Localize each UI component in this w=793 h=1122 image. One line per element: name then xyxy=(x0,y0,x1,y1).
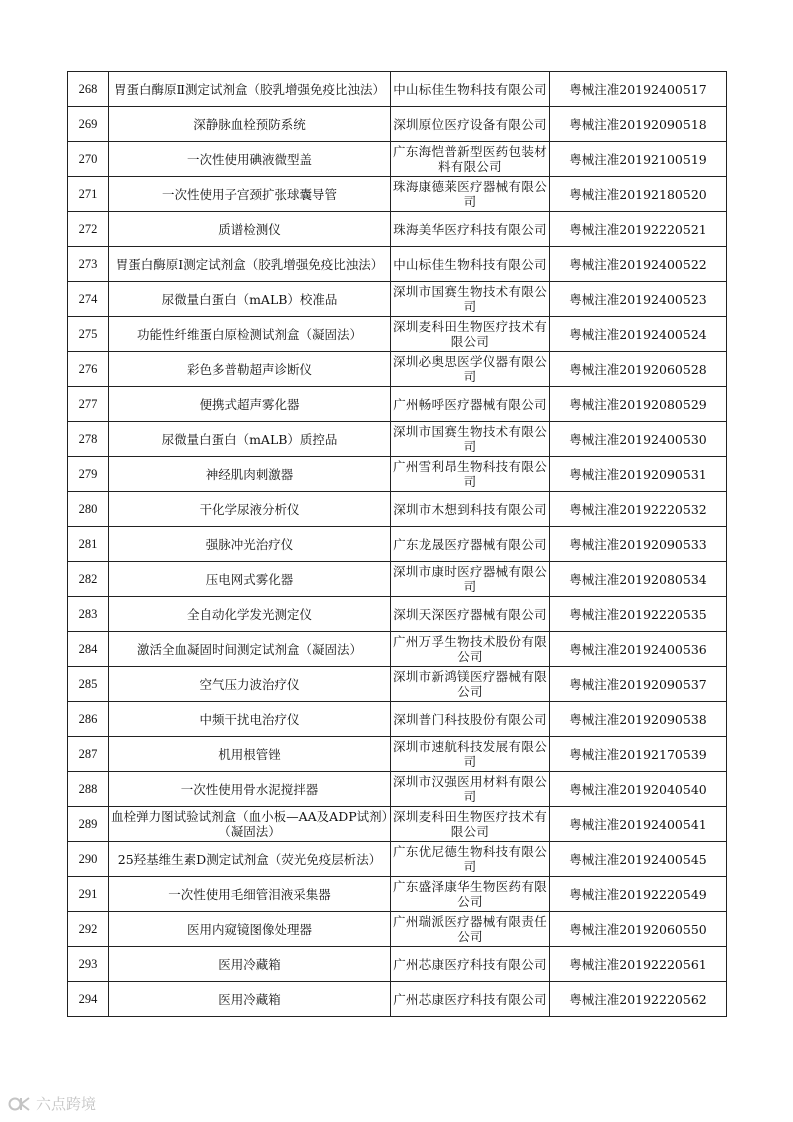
registration-number: 粤械注准20192090531 xyxy=(550,457,727,492)
registration-number: 粤械注准20192080534 xyxy=(550,562,727,597)
registration-number: 粤械注准20192220562 xyxy=(550,982,727,1017)
company-name: 深圳市新鸿镁医疗器械有限公司 xyxy=(391,667,550,702)
registration-number: 粤械注准20192170539 xyxy=(550,737,727,772)
company-name: 广州雪利昂生物科技有限公司 xyxy=(391,457,550,492)
table-row xyxy=(68,492,727,527)
table-row xyxy=(68,527,727,562)
table-row xyxy=(68,317,727,352)
company-name: 深圳麦科田生物医疗技术有限公司 xyxy=(391,807,550,842)
table-row xyxy=(68,597,727,632)
table-row xyxy=(68,282,727,317)
registration-number: 粤械注准20192220561 xyxy=(550,947,727,982)
company-name: 中山标佳生物科技有限公司 xyxy=(391,247,550,282)
company-name: 广东盛泽康华生物医药有限公司 xyxy=(391,877,550,912)
company-name: 珠海美华医疗科技有限公司 xyxy=(391,212,550,247)
registration-number: 粤械注准20192060528 xyxy=(550,352,727,387)
company-name: 珠海康德莱医疗器械有限公司 xyxy=(391,177,550,212)
registration-number: 粤械注准20192080529 xyxy=(550,387,727,422)
product-name: 25羟基维生素D测定试剂盒（荧光免疫层析法） xyxy=(109,842,391,877)
row-number: 268 xyxy=(68,72,109,107)
table-row xyxy=(68,912,727,947)
product-name: 一次性使用毛细管泪液采集器 xyxy=(109,877,391,912)
row-number: 270 xyxy=(68,142,109,177)
registration-number: 粤械注准20192220549 xyxy=(550,877,727,912)
row-number: 271 xyxy=(68,177,109,212)
company-name: 广州畅呼医疗器械有限公司 xyxy=(391,387,550,422)
company-name: 深圳市国赛生物技术有限公司 xyxy=(391,282,550,317)
table-row xyxy=(68,387,727,422)
table-row xyxy=(68,877,727,912)
product-name: 一次性使用骨水泥搅拌器 xyxy=(109,772,391,807)
registration-number: 粤械注准20192400523 xyxy=(550,282,727,317)
row-number: 276 xyxy=(68,352,109,387)
row-number: 288 xyxy=(68,772,109,807)
registration-number: 粤械注准20192090538 xyxy=(550,702,727,737)
row-number: 294 xyxy=(68,982,109,1017)
company-name: 广东优尼德生物科技有限公司 xyxy=(391,842,550,877)
company-name: 广州芯康医疗科技有限公司 xyxy=(391,982,550,1017)
product-name: 一次性使用碘液微型盖 xyxy=(109,142,391,177)
company-name: 深圳市汉强医用材料有限公司 xyxy=(391,772,550,807)
registration-number: 粤械注准20192220521 xyxy=(550,212,727,247)
registration-number: 粤械注准20192060550 xyxy=(550,912,727,947)
table-row xyxy=(68,737,727,772)
company-name: 深圳天深医疗器械有限公司 xyxy=(391,597,550,632)
company-name: 深圳麦科田生物医疗技术有限公司 xyxy=(391,317,550,352)
product-name: 强脉冲光治疗仪 xyxy=(109,527,391,562)
product-name: 彩色多普勒超声诊断仪 xyxy=(109,352,391,387)
product-name: 压电网式雾化器 xyxy=(109,562,391,597)
row-number: 279 xyxy=(68,457,109,492)
registration-number: 粤械注准20192090533 xyxy=(550,527,727,562)
table-row xyxy=(68,702,727,737)
registration-number: 粤械注准20192400545 xyxy=(550,842,727,877)
product-name: 中频干扰电治疗仪 xyxy=(109,702,391,737)
table-row xyxy=(68,142,727,177)
table-row xyxy=(68,212,727,247)
company-name: 广州瑞派医疗器械有限责任公司 xyxy=(391,912,550,947)
registration-number: 粤械注准20192400541 xyxy=(550,807,727,842)
row-number: 292 xyxy=(68,912,109,947)
table-row xyxy=(68,842,727,877)
table-row xyxy=(68,982,727,1017)
registration-number: 粤械注准20192220532 xyxy=(550,492,727,527)
product-name: 深静脉血栓预防系统 xyxy=(109,107,391,142)
watermark-text: 六点跨境 xyxy=(36,1095,97,1113)
row-number: 283 xyxy=(68,597,109,632)
product-name: 神经肌肉刺激器 xyxy=(109,457,391,492)
product-name: 胃蛋白酶原Ⅰ测定试剂盒（胶乳增强免疫比浊法） xyxy=(109,247,391,282)
registration-number: 粤械注准20192400517 xyxy=(550,72,727,107)
table-row xyxy=(68,562,727,597)
product-name: 空气压力波治疗仪 xyxy=(109,667,391,702)
product-name: 胃蛋白酶原Ⅱ测定试剂盒（胶乳增强免疫比浊法） xyxy=(109,72,391,107)
table-row xyxy=(68,107,727,142)
table-row xyxy=(68,247,727,282)
product-name: 医用内窥镜图像处理器 xyxy=(109,912,391,947)
product-name: 医用冷藏箱 xyxy=(109,982,391,1017)
registration-number: 粤械注准20192090518 xyxy=(550,107,727,142)
registration-number: 粤械注准20192100519 xyxy=(550,142,727,177)
row-number: 282 xyxy=(68,562,109,597)
product-name: 尿微量白蛋白（mALB）质控品 xyxy=(109,422,391,457)
table-row xyxy=(68,177,727,212)
row-number: 289 xyxy=(68,807,109,842)
product-name: 激活全血凝固时间测定试剂盒（凝固法） xyxy=(109,632,391,667)
product-name: 医用冷藏箱 xyxy=(109,947,391,982)
row-number: 287 xyxy=(68,737,109,772)
table-row xyxy=(68,807,727,842)
registration-table-body xyxy=(68,72,727,1017)
watermark xyxy=(8,1093,96,1114)
row-number: 274 xyxy=(68,282,109,317)
row-number: 272 xyxy=(68,212,109,247)
table-row xyxy=(68,457,727,492)
registration-number: 粤械注准20192400536 xyxy=(550,632,727,667)
table-row xyxy=(68,632,727,667)
company-name: 深圳市国赛生物技术有限公司 xyxy=(391,422,550,457)
product-name: 尿微量白蛋白（mALB）校准品 xyxy=(109,282,391,317)
company-name: 中山标佳生物科技有限公司 xyxy=(391,72,550,107)
company-name: 深圳原位医疗设备有限公司 xyxy=(391,107,550,142)
registration-number: 粤械注准20192400530 xyxy=(550,422,727,457)
registration-number: 粤械注准20192400522 xyxy=(550,247,727,282)
row-number: 269 xyxy=(68,107,109,142)
company-name: 深圳市速航科技发展有限公司 xyxy=(391,737,550,772)
table-row xyxy=(68,667,727,702)
table-row xyxy=(68,422,727,457)
table-row xyxy=(68,772,727,807)
product-name: 机用根管锉 xyxy=(109,737,391,772)
registration-number: 粤械注准20192040540 xyxy=(550,772,727,807)
product-name: 质谱检测仪 xyxy=(109,212,391,247)
company-name: 广州芯康医疗科技有限公司 xyxy=(391,947,550,982)
company-name: 深圳市木想到科技有限公司 xyxy=(391,492,550,527)
product-name: 功能性纤维蛋白原检测试剂盒（凝固法） xyxy=(109,317,391,352)
company-name: 广东海恺普新型医药包装材料有限公司 xyxy=(391,142,550,177)
row-number: 275 xyxy=(68,317,109,352)
product-name: 一次性使用子宫颈扩张球囊导管 xyxy=(109,177,391,212)
row-number: 280 xyxy=(68,492,109,527)
company-name: 深圳必奥思医学仪器有限公司 xyxy=(391,352,550,387)
company-name: 广州万孚生物技术股份有限公司 xyxy=(391,632,550,667)
brand-logo-icon xyxy=(8,1095,32,1113)
registration-number: 粤械注准20192220535 xyxy=(550,597,727,632)
company-name: 深圳普门科技股份有限公司 xyxy=(391,702,550,737)
company-name: 深圳市康时医疗器械有限公司 xyxy=(391,562,550,597)
registration-number: 粤械注准20192180520 xyxy=(550,177,727,212)
company-name: 广东龙晟医疗器械有限公司 xyxy=(391,527,550,562)
row-number: 285 xyxy=(68,667,109,702)
row-number: 290 xyxy=(68,842,109,877)
row-number: 286 xyxy=(68,702,109,737)
product-name: 血栓弹力图试验试剂盒（血小板—AA及ADP试剂）（凝固法） xyxy=(109,807,391,842)
row-number: 278 xyxy=(68,422,109,457)
registration-number: 粤械注准20192400524 xyxy=(550,317,727,352)
registration-table xyxy=(67,71,727,1017)
row-number: 273 xyxy=(68,247,109,282)
product-name: 全自动化学发光测定仪 xyxy=(109,597,391,632)
row-number: 284 xyxy=(68,632,109,667)
table-row xyxy=(68,947,727,982)
row-number: 281 xyxy=(68,527,109,562)
product-name: 干化学尿液分析仪 xyxy=(109,492,391,527)
table-row xyxy=(68,352,727,387)
row-number: 291 xyxy=(68,877,109,912)
row-number: 293 xyxy=(68,947,109,982)
registration-number: 粤械注准20192090537 xyxy=(550,667,727,702)
row-number: 277 xyxy=(68,387,109,422)
table-row xyxy=(68,72,727,107)
product-name: 便携式超声雾化器 xyxy=(109,387,391,422)
